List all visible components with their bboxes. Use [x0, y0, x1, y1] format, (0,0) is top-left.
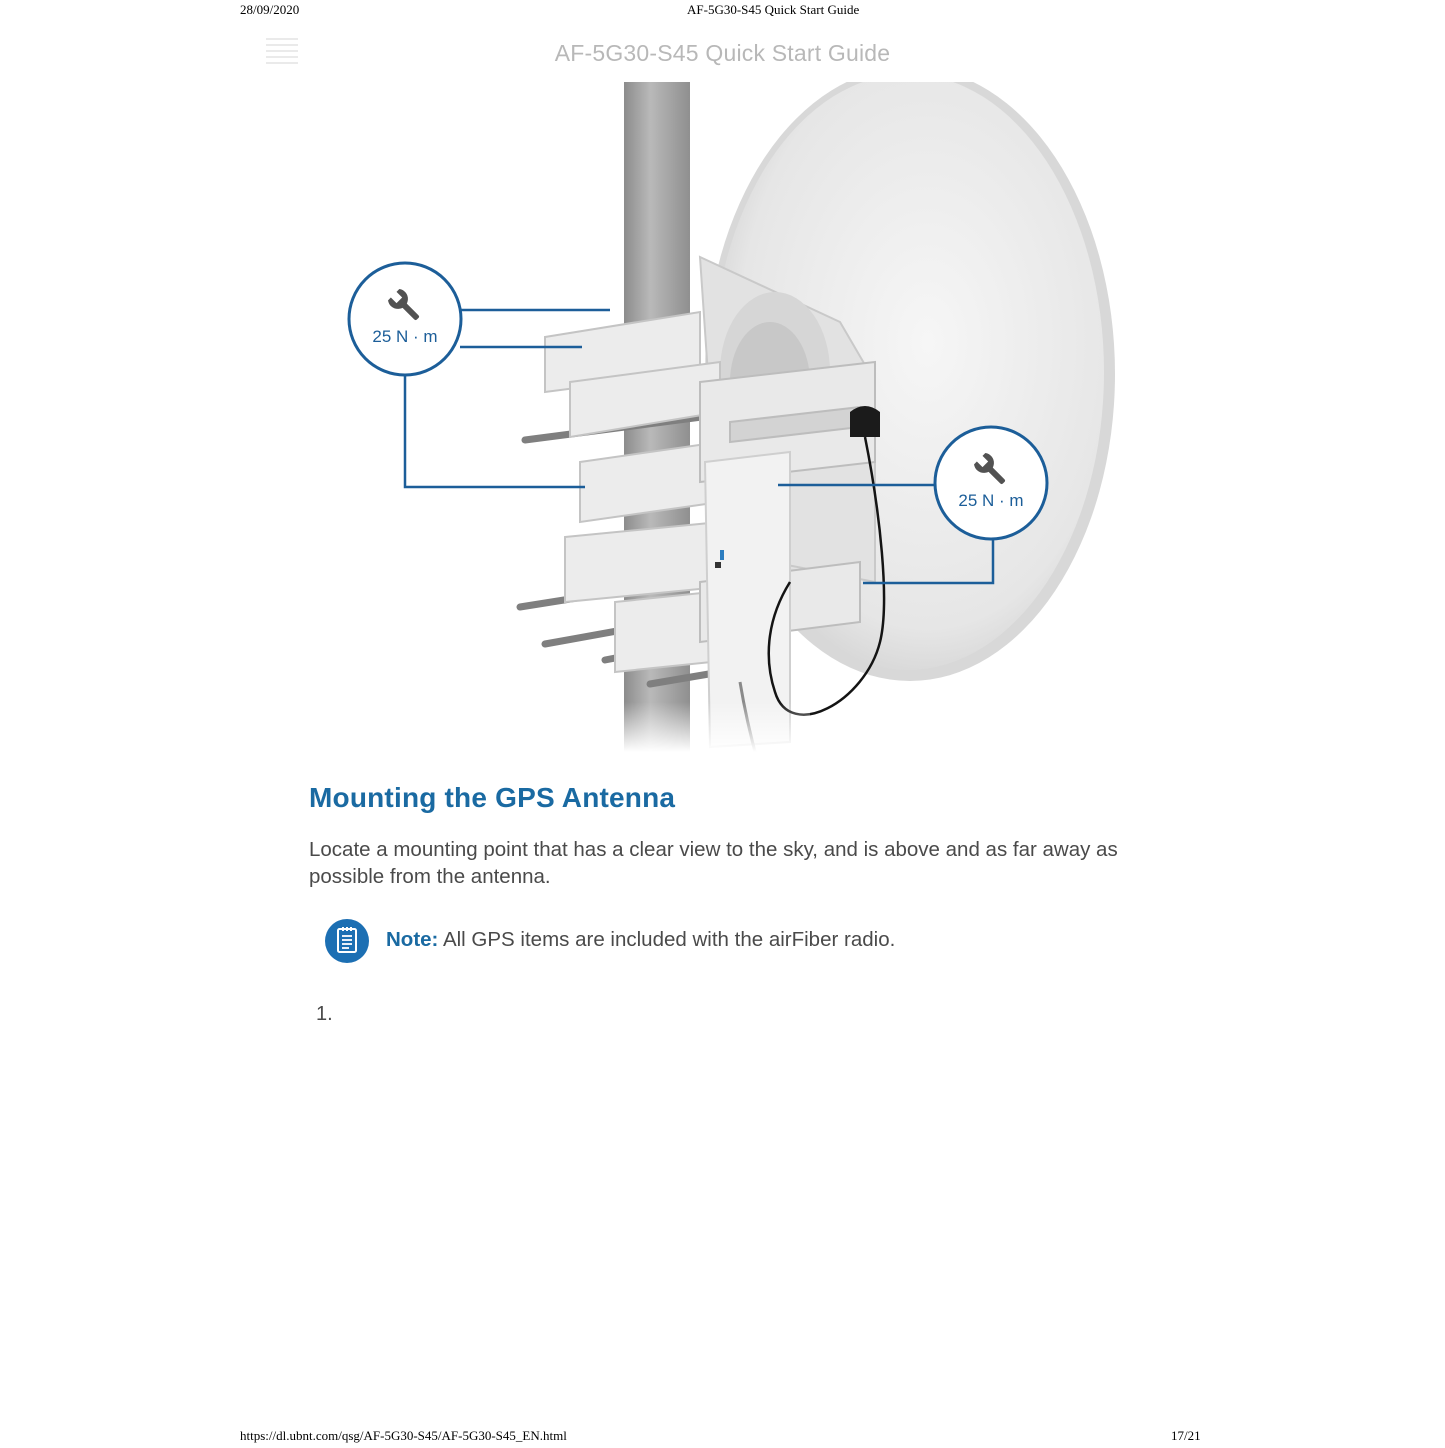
- print-date: 28/09/2020: [240, 2, 300, 17]
- print-header: [0, 2, 1445, 22]
- body-paragraph: Locate a mounting point that has a clear view to the sky, and is above and as far away as possible from the antenna.: [309, 838, 1118, 888]
- torque-callout-top-left: [349, 263, 461, 375]
- torque-callout-right: [935, 427, 1047, 539]
- print-footer: [0, 1428, 1445, 1448]
- print-page-number: 17/21: [1171, 1428, 1201, 1443]
- print-url: https://dl.ubnt.com/qsg/AF-5G30-S45/AF-5G30-S45_EN.html: [240, 1428, 567, 1443]
- note: [386, 928, 895, 952]
- note-label: Note:: [386, 928, 439, 951]
- note-body: All GPS items are included with the airFiber radio.: [438, 928, 896, 951]
- print-title: AF-5G30-S45 Quick Start Guide: [687, 2, 860, 17]
- list-item-marker: 1.: [316, 1003, 333, 1025]
- torque-label-2: 25 N · m: [958, 491, 1024, 510]
- mounting-illustration: [320, 82, 1140, 752]
- doc-title: AF-5G30-S45 Quick Start Guide: [554, 40, 891, 66]
- torque-label-1: 25 N · m: [372, 327, 438, 346]
- section-heading: Mounting the GPS Antenna: [309, 782, 676, 813]
- note-icon: [323, 917, 371, 965]
